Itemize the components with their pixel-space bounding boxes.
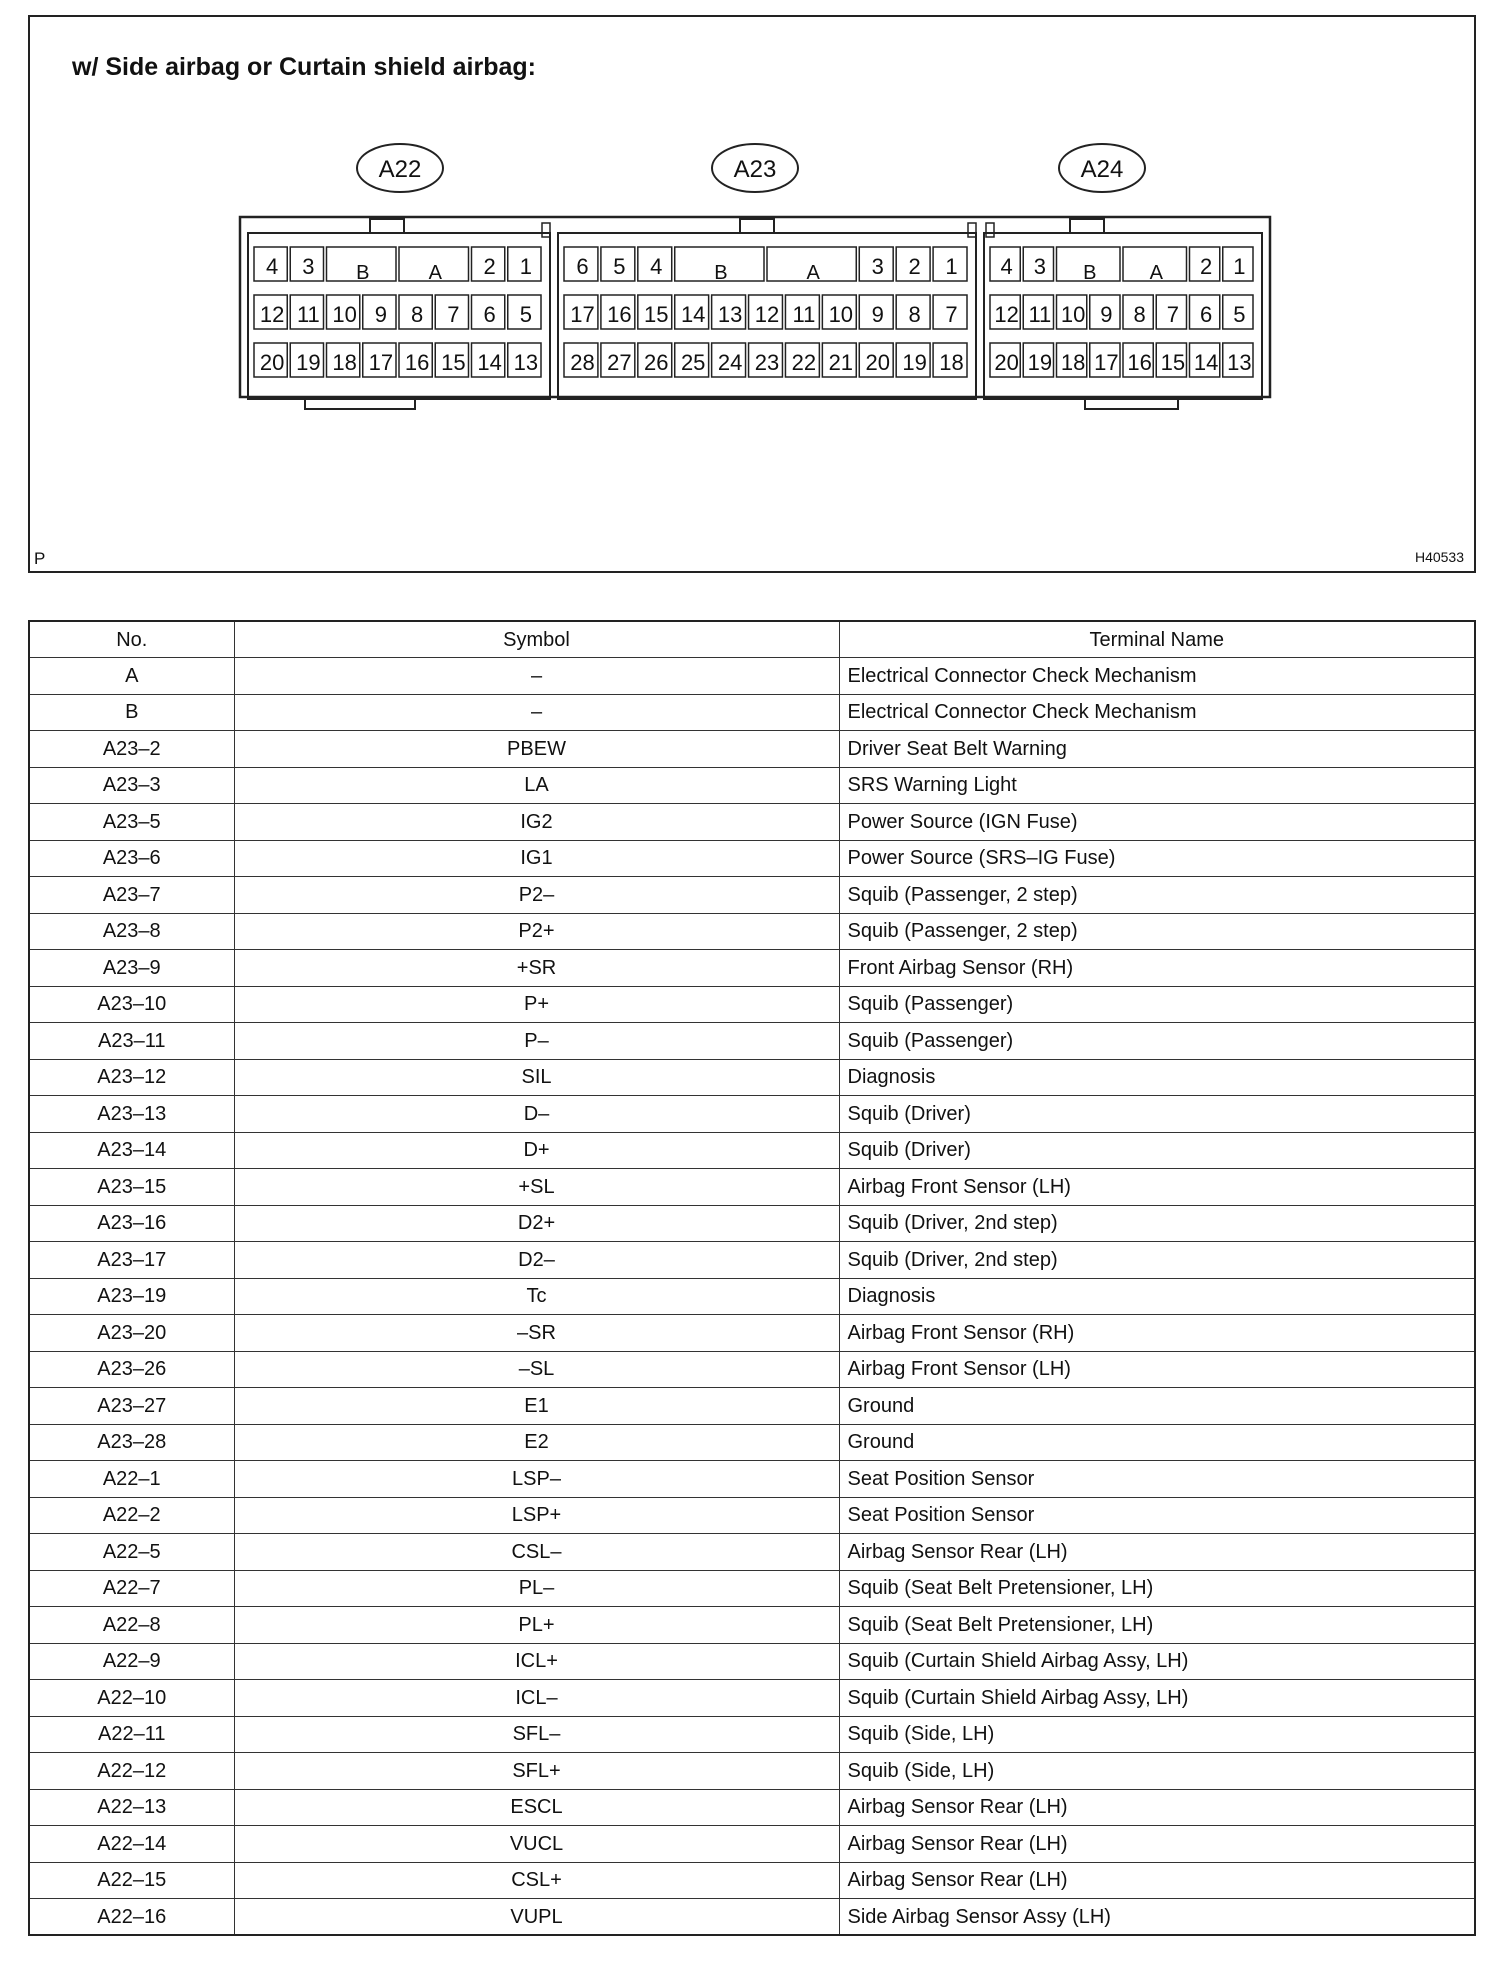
header-symbol: Symbol — [234, 621, 839, 658]
terminal-label: 12 — [754, 302, 780, 327]
terminal-symbol: SFL+ — [234, 1753, 839, 1790]
table-row — [29, 1023, 1475, 1060]
terminal-symbol: D– — [234, 1096, 839, 1133]
terminal-name: Airbag Front Sensor (LH) — [839, 1169, 1475, 1206]
terminal-label: 18 — [939, 350, 964, 375]
terminal-number: A23–19 — [29, 1278, 234, 1315]
terminal-label: 13 — [513, 350, 539, 375]
table-row — [29, 804, 1475, 841]
terminal-name: Squib (Passenger) — [839, 986, 1475, 1023]
terminal-name: Squib (Seat Belt Pretensioner, LH) — [839, 1607, 1475, 1644]
terminal-number: A23–16 — [29, 1205, 234, 1242]
terminal-label: 8 — [1133, 302, 1146, 327]
table-row — [29, 1242, 1475, 1279]
terminal-label: B — [1083, 262, 1097, 284]
terminal-symbol: ESCL — [234, 1789, 839, 1826]
terminal-name: Front Airbag Sensor (RH) — [839, 950, 1475, 987]
table-row — [29, 658, 1475, 695]
terminal-label: 21 — [828, 350, 854, 375]
table-row — [29, 1826, 1475, 1863]
table-row — [29, 1278, 1475, 1315]
table-row — [29, 1789, 1475, 1826]
terminal-name: Diagnosis — [839, 1278, 1475, 1315]
terminal-name: Squib (Side, LH) — [839, 1716, 1475, 1753]
terminal-number: A23–11 — [29, 1023, 234, 1060]
terminal-name: Airbag Front Sensor (RH) — [839, 1315, 1475, 1352]
terminal-name: Squib (Seat Belt Pretensioner, LH) — [839, 1570, 1475, 1607]
terminal-label: 14 — [477, 350, 502, 375]
terminal-number: A22–14 — [29, 1826, 234, 1863]
terminal-label: 13 — [1227, 350, 1252, 375]
terminal-number: A23–9 — [29, 950, 234, 987]
terminal-symbol: ICL– — [234, 1680, 839, 1717]
terminal-number: A23–3 — [29, 767, 234, 804]
terminal-name: Diagnosis — [839, 1059, 1475, 1096]
table-row — [29, 1132, 1475, 1169]
terminal-number: A22–11 — [29, 1716, 234, 1753]
terminal-label: 9 — [1100, 302, 1113, 327]
terminal-name: Ground — [839, 1424, 1475, 1461]
terminal-number: A22–1 — [29, 1461, 234, 1498]
terminal-label: 9 — [871, 302, 884, 327]
terminal-number: A23–13 — [29, 1096, 234, 1133]
terminal-number: A22–5 — [29, 1534, 234, 1571]
terminal-number: A22–13 — [29, 1789, 234, 1826]
terminal-symbol: IG2 — [234, 804, 839, 841]
terminal-label: 3 — [871, 254, 884, 279]
terminal-label: 10 — [332, 302, 357, 327]
terminal-label: 14 — [1193, 350, 1219, 375]
terminal-symbol: –SR — [234, 1315, 839, 1352]
terminal-number: A23–8 — [29, 913, 234, 950]
terminal-symbol: LSP– — [234, 1461, 839, 1498]
terminal-label: 16 — [1127, 350, 1152, 375]
terminal-name: Airbag Front Sensor (LH) — [839, 1351, 1475, 1388]
table-row — [29, 1497, 1475, 1534]
terminal-label: 7 — [945, 302, 958, 327]
diagram-title: w/ Side airbag or Curtain shield airbag: — [72, 53, 536, 81]
terminal-number: A22–9 — [29, 1643, 234, 1680]
terminal-label: 15 — [644, 302, 669, 327]
page-tag: P — [34, 549, 46, 568]
table-row — [29, 1096, 1475, 1133]
terminal-label: 5 — [519, 302, 532, 327]
terminal-number: A22–12 — [29, 1753, 234, 1790]
terminal-symbol: P2– — [234, 877, 839, 914]
connector-tab — [968, 223, 976, 237]
terminal-name: Squib (Passenger, 2 step) — [839, 913, 1475, 950]
terminal-label: 15 — [1160, 350, 1186, 375]
terminal-name: Squib (Passenger, 2 step) — [839, 877, 1475, 914]
terminal-label: 3 — [1033, 254, 1046, 279]
terminal-label: 5 — [613, 254, 626, 279]
table-row — [29, 1534, 1475, 1571]
terminal-name: Squib (Driver) — [839, 1096, 1475, 1133]
connector-latch — [370, 219, 404, 233]
terminal-label: 20 — [994, 350, 1019, 375]
terminal-symbol: LSP+ — [234, 1497, 839, 1534]
terminal-symbol: E1 — [234, 1388, 839, 1425]
terminal-number: A22–16 — [29, 1899, 234, 1936]
connector-diagram-panel — [28, 15, 1476, 573]
terminal-symbol: D2– — [234, 1242, 839, 1279]
terminal-label: 18 — [1060, 350, 1086, 375]
connector-latch — [1070, 219, 1104, 233]
terminal-label: 6 — [483, 302, 496, 327]
table-row — [29, 986, 1475, 1023]
terminal-number: A23–17 — [29, 1242, 234, 1279]
table-row — [29, 1680, 1475, 1717]
terminal-symbol: – — [234, 658, 839, 695]
terminal-name: Airbag Sensor Rear (LH) — [839, 1826, 1475, 1863]
terminal-name: Squib (Curtain Shield Airbag Assy, LH) — [839, 1680, 1475, 1717]
terminal-symbol: CSL+ — [234, 1862, 839, 1899]
terminal-label: 28 — [570, 350, 595, 375]
terminal-name: Side Airbag Sensor Assy (LH) — [839, 1899, 1475, 1936]
terminal-label: 17 — [368, 350, 394, 375]
terminal-label: 8 — [411, 302, 424, 327]
table-row — [29, 1351, 1475, 1388]
terminal-label: 8 — [908, 302, 921, 327]
terminal-number: A23–12 — [29, 1059, 234, 1096]
terminal-symbol: D+ — [234, 1132, 839, 1169]
table-row — [29, 1899, 1475, 1936]
terminal-name: Seat Position Sensor — [839, 1461, 1475, 1498]
terminal-label: 19 — [296, 350, 321, 375]
terminal-name: Ground — [839, 1388, 1475, 1425]
terminal-name: Power Source (SRS–IG Fuse) — [839, 840, 1475, 877]
table-row — [29, 840, 1475, 877]
terminal-symbol: LA — [234, 767, 839, 804]
terminal-name: Seat Position Sensor — [839, 1497, 1475, 1534]
header-no: No. — [29, 621, 234, 658]
terminal-symbol: +SR — [234, 950, 839, 987]
terminal-label: 20 — [259, 350, 285, 375]
table-row — [29, 1643, 1475, 1680]
terminal-name: Driver Seat Belt Warning — [839, 731, 1475, 768]
terminal-label: 27 — [607, 350, 632, 375]
terminal-name: Squib (Driver, 2nd step) — [839, 1242, 1475, 1279]
terminal-label: 2 — [908, 254, 921, 279]
terminal-label: 22 — [791, 350, 817, 375]
terminal-label: 23 — [754, 350, 780, 375]
terminal-label: 10 — [828, 302, 854, 327]
table-row — [29, 1753, 1475, 1790]
table-row — [29, 1315, 1475, 1352]
terminal-label: 2 — [483, 254, 496, 279]
terminal-label: 4 — [650, 254, 663, 279]
terminal-number: A22–15 — [29, 1862, 234, 1899]
terminal-number: A23–6 — [29, 840, 234, 877]
terminal-label: 16 — [607, 302, 632, 327]
terminal-number: A22–2 — [29, 1497, 234, 1534]
terminal-number: A23–7 — [29, 877, 234, 914]
terminal-label: A — [806, 262, 820, 284]
connector-label: A22 — [378, 156, 422, 183]
table-row — [29, 950, 1475, 987]
terminal-label: 1 — [519, 254, 532, 279]
terminal-name: Airbag Sensor Rear (LH) — [839, 1862, 1475, 1899]
terminal-label: 6 — [1200, 302, 1213, 327]
connector-diagram — [30, 17, 1474, 571]
terminal-name: Electrical Connector Check Mechanism — [839, 658, 1475, 695]
terminal-label: 15 — [441, 350, 466, 375]
terminal-label: 16 — [404, 350, 430, 375]
terminal-symbol: E2 — [234, 1424, 839, 1461]
terminal-symbol: –SL — [234, 1351, 839, 1388]
connector-tab — [542, 223, 550, 237]
terminal-label: A — [1149, 262, 1163, 284]
terminal-label: 20 — [865, 350, 890, 375]
terminal-label: 1 — [945, 254, 958, 279]
table-header-row — [29, 621, 1475, 658]
terminal-label: 7 — [1166, 302, 1179, 327]
terminal-label: 10 — [1060, 302, 1086, 327]
terminal-label: 12 — [994, 302, 1019, 327]
terminal-label: 12 — [259, 302, 285, 327]
terminal-symbol: +SL — [234, 1169, 839, 1206]
terminal-name: Squib (Passenger) — [839, 1023, 1475, 1060]
terminal-label: 6 — [576, 254, 589, 279]
terminal-number: A23–2 — [29, 731, 234, 768]
terminal-label: 24 — [717, 350, 743, 375]
table-body — [29, 658, 1475, 1936]
terminal-symbol: IG1 — [234, 840, 839, 877]
terminal-number: B — [29, 694, 234, 731]
table-row — [29, 767, 1475, 804]
connector-latch — [740, 219, 774, 233]
terminal-name: Squib (Driver) — [839, 1132, 1475, 1169]
terminal-symbol: SIL — [234, 1059, 839, 1096]
terminal-number: A23–10 — [29, 986, 234, 1023]
table-row — [29, 1716, 1475, 1753]
terminal-symbol: CSL– — [234, 1534, 839, 1571]
terminal-name: Power Source (IGN Fuse) — [839, 804, 1475, 841]
terminal-label: A — [428, 262, 442, 284]
terminal-number: A23–14 — [29, 1132, 234, 1169]
table-row — [29, 731, 1475, 768]
terminal-table — [28, 620, 1476, 1936]
table-row — [29, 1862, 1475, 1899]
table-row — [29, 694, 1475, 731]
terminal-label: 17 — [570, 302, 595, 327]
terminal-name: Electrical Connector Check Mechanism — [839, 694, 1475, 731]
table-row — [29, 913, 1475, 950]
terminal-number: A23–26 — [29, 1351, 234, 1388]
terminal-number: A23–20 — [29, 1315, 234, 1352]
terminal-symbol: P– — [234, 1023, 839, 1060]
terminal-label: B — [714, 262, 728, 284]
terminal-name: Squib (Curtain Shield Airbag Assy, LH) — [839, 1643, 1475, 1680]
terminal-number: A22–7 — [29, 1570, 234, 1607]
terminal-label: 2 — [1200, 254, 1213, 279]
terminal-symbol: PL– — [234, 1570, 839, 1607]
terminal-table-wrapper — [28, 620, 1476, 1936]
terminal-symbol: P2+ — [234, 913, 839, 950]
terminal-number: A22–10 — [29, 1680, 234, 1717]
terminal-symbol: VUPL — [234, 1899, 839, 1936]
terminal-label: 7 — [447, 302, 460, 327]
terminal-symbol: P+ — [234, 986, 839, 1023]
terminal-name: Airbag Sensor Rear (LH) — [839, 1534, 1475, 1571]
terminal-label: 17 — [1094, 350, 1119, 375]
terminal-symbol: SFL– — [234, 1716, 839, 1753]
header-terminal-name: Terminal Name — [839, 621, 1475, 658]
terminal-number: A22–8 — [29, 1607, 234, 1644]
terminal-label: 13 — [717, 302, 743, 327]
connector-bottom-clip — [1085, 399, 1178, 409]
terminal-label: 14 — [680, 302, 706, 327]
terminal-label: 4 — [1000, 254, 1013, 279]
terminal-name: Squib (Driver, 2nd step) — [839, 1205, 1475, 1242]
terminal-label: 19 — [902, 350, 927, 375]
connector-label: A23 — [733, 156, 777, 183]
terminal-symbol: ICL+ — [234, 1643, 839, 1680]
terminal-name: SRS Warning Light — [839, 767, 1475, 804]
terminal-label: 1 — [1233, 254, 1246, 279]
table-row — [29, 1388, 1475, 1425]
terminal-name: Airbag Sensor Rear (LH) — [839, 1789, 1475, 1826]
terminal-label: 9 — [374, 302, 387, 327]
table-row — [29, 1461, 1475, 1498]
table-row — [29, 1570, 1475, 1607]
terminal-label: 11 — [296, 302, 320, 327]
connector-tab — [986, 223, 994, 237]
terminal-name: Squib (Side, LH) — [839, 1753, 1475, 1790]
terminal-symbol: VUCL — [234, 1826, 839, 1863]
terminal-number: A23–28 — [29, 1424, 234, 1461]
terminal-symbol: Tc — [234, 1278, 839, 1315]
terminal-label: 3 — [302, 254, 315, 279]
table-row — [29, 1424, 1475, 1461]
connector-label: A24 — [1080, 156, 1124, 183]
table-row — [29, 1169, 1475, 1206]
terminal-symbol: PBEW — [234, 731, 839, 768]
terminal-label: 18 — [332, 350, 357, 375]
terminal-symbol: – — [234, 694, 839, 731]
terminal-number: A — [29, 658, 234, 695]
terminal-number: A23–15 — [29, 1169, 234, 1206]
terminal-label: 11 — [1028, 302, 1052, 327]
terminal-label: 26 — [644, 350, 669, 375]
terminal-label: 5 — [1233, 302, 1246, 327]
terminal-number: A23–5 — [29, 804, 234, 841]
terminal-label: B — [356, 262, 370, 284]
terminal-label: 19 — [1027, 350, 1053, 375]
terminal-label: 4 — [266, 254, 279, 279]
table-row — [29, 1205, 1475, 1242]
terminal-symbol: D2+ — [234, 1205, 839, 1242]
terminal-symbol: PL+ — [234, 1607, 839, 1644]
terminal-label: 11 — [792, 302, 816, 327]
terminal-label: 25 — [680, 350, 706, 375]
connector-bottom-clip — [305, 399, 415, 409]
table-row — [29, 1059, 1475, 1096]
table-row — [29, 1607, 1475, 1644]
terminal-number: A23–27 — [29, 1388, 234, 1425]
figure-id: H40533 — [1414, 549, 1464, 565]
table-row — [29, 877, 1475, 914]
